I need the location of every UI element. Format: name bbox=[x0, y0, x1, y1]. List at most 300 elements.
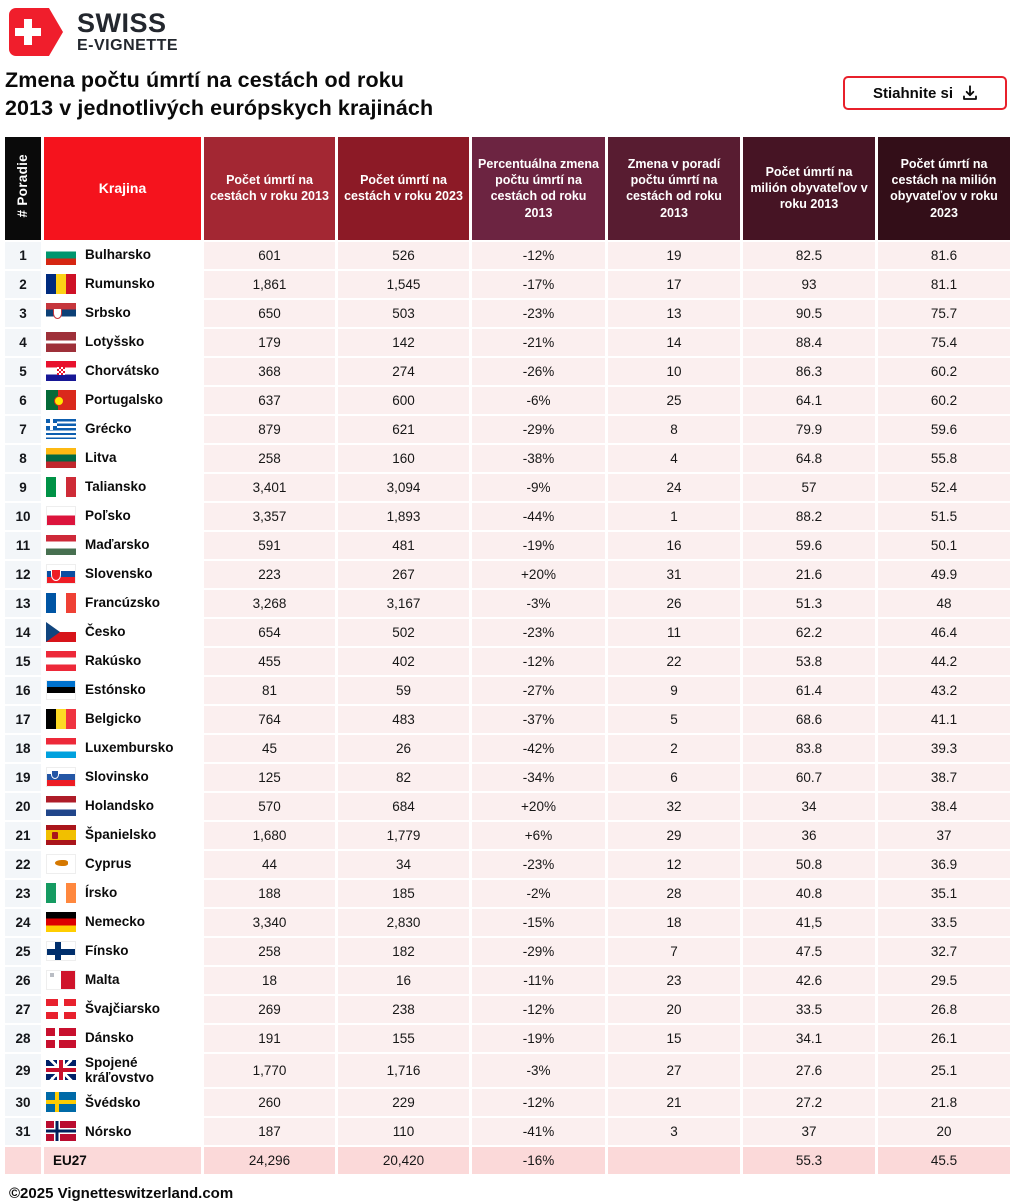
deaths-2013-cell: 187 bbox=[204, 1118, 335, 1145]
deaths-2023-cell: 229 bbox=[338, 1089, 469, 1116]
rank-change-cell: 23 bbox=[608, 967, 740, 994]
deaths-2013-cell: 3,340 bbox=[204, 909, 335, 936]
deaths-table bbox=[2, 135, 1013, 1176]
table-row bbox=[5, 242, 1010, 269]
table-row bbox=[5, 1089, 1010, 1116]
total-per-million-2023-cell: 45.5 bbox=[878, 1147, 1010, 1174]
table-header bbox=[5, 137, 1010, 240]
total-rank-cell bbox=[5, 1147, 41, 1174]
country-cell: Dánsko bbox=[44, 1025, 201, 1052]
deaths-2023-cell: 82 bbox=[338, 764, 469, 791]
per-million-2023-cell: 41.1 bbox=[878, 706, 1010, 733]
per-million-2023-cell: 26.1 bbox=[878, 1025, 1010, 1052]
rank-cell: 13 bbox=[5, 590, 41, 617]
country-cell: Fínsko bbox=[44, 938, 201, 965]
pct-change-cell: -42% bbox=[472, 735, 605, 762]
per-million-2023-cell: 46.4 bbox=[878, 619, 1010, 646]
pct-change-cell: -38% bbox=[472, 445, 605, 472]
page-title-line2: 2013 v jednotlivých európskych krajinách bbox=[5, 96, 434, 121]
rank-cell: 26 bbox=[5, 967, 41, 994]
brand-line1: SWISS bbox=[77, 7, 167, 38]
pct-change-cell: -37% bbox=[472, 706, 605, 733]
download-button-label: Stiahnite si bbox=[872, 84, 953, 102]
rank-change-cell: 32 bbox=[608, 793, 740, 820]
per-million-2023-cell: 50.1 bbox=[878, 532, 1010, 559]
pct-change-cell: -3% bbox=[472, 1054, 605, 1087]
rank-change-cell: 6 bbox=[608, 764, 740, 791]
table-row bbox=[5, 358, 1010, 385]
per-million-2023-cell: 55.8 bbox=[878, 445, 1010, 472]
deaths-2023-cell: 503 bbox=[338, 300, 469, 327]
per-million-2023-cell: 75.4 bbox=[878, 329, 1010, 356]
table-row bbox=[5, 329, 1010, 356]
page-title bbox=[5, 66, 433, 123]
flag-ch-icon bbox=[46, 999, 76, 1019]
page-title-line1: Zmena počtu úmrtí na cestách od roku bbox=[5, 68, 405, 92]
download-icon bbox=[961, 84, 979, 102]
rank-cell: 19 bbox=[5, 764, 41, 791]
table-row bbox=[5, 735, 1010, 762]
flag-rs-icon bbox=[46, 303, 76, 323]
flag-it-icon bbox=[46, 477, 76, 497]
country-cell: Česko bbox=[44, 619, 201, 646]
deaths-2023-cell: 3,094 bbox=[338, 474, 469, 501]
per-million-2023-cell: 48 bbox=[878, 590, 1010, 617]
country-cell: Rakúsko bbox=[44, 648, 201, 675]
brand-line2: E-VIGNETTE bbox=[77, 37, 179, 55]
deaths-2013-cell: 45 bbox=[204, 735, 335, 762]
per-million-2023-cell: 38.7 bbox=[878, 764, 1010, 791]
deaths-2023-cell: 160 bbox=[338, 445, 469, 472]
flag-dk-icon bbox=[46, 1028, 76, 1048]
per-million-2023-cell: 33.5 bbox=[878, 909, 1010, 936]
per-million-2013-cell: 40.8 bbox=[743, 880, 875, 907]
rank-change-cell: 31 bbox=[608, 561, 740, 588]
table-row bbox=[5, 532, 1010, 559]
table-row bbox=[5, 822, 1010, 849]
pct-change-cell: -27% bbox=[472, 677, 605, 704]
table-row bbox=[5, 967, 1010, 994]
deaths-2023-cell: 621 bbox=[338, 416, 469, 443]
download-button[interactable] bbox=[843, 76, 1007, 110]
page-header bbox=[5, 8, 1010, 123]
country-cell: Litva bbox=[44, 445, 201, 472]
country-cell: Slovinsko bbox=[44, 764, 201, 791]
column-header-per-million-2013: Počet úmrtí na milión obyvateľov v roku 2013 bbox=[743, 137, 875, 240]
deaths-2023-cell: 142 bbox=[338, 329, 469, 356]
country-cell: Maďarsko bbox=[44, 532, 201, 559]
deaths-2013-cell: 125 bbox=[204, 764, 335, 791]
per-million-2023-cell: 21.8 bbox=[878, 1089, 1010, 1116]
rank-cell: 23 bbox=[5, 880, 41, 907]
rank-cell: 24 bbox=[5, 909, 41, 936]
deaths-2023-cell: 34 bbox=[338, 851, 469, 878]
country-cell: Taliansko bbox=[44, 474, 201, 501]
deaths-2013-cell: 601 bbox=[204, 242, 335, 269]
per-million-2023-cell: 81.1 bbox=[878, 271, 1010, 298]
table-footer bbox=[5, 1147, 1010, 1174]
flag-nl-icon bbox=[46, 796, 76, 816]
table-row bbox=[5, 590, 1010, 617]
column-header-per-million-2023: Počet úmrtí na cestách na milión obyvateľov v roku 2023 bbox=[878, 137, 1010, 240]
flag-lv-icon bbox=[46, 332, 76, 352]
country-cell: Chorvátsko bbox=[44, 358, 201, 385]
per-million-2013-cell: 57 bbox=[743, 474, 875, 501]
pct-change-cell: -23% bbox=[472, 619, 605, 646]
rank-change-cell: 11 bbox=[608, 619, 740, 646]
rank-cell: 20 bbox=[5, 793, 41, 820]
deaths-2013-cell: 3,357 bbox=[204, 503, 335, 530]
rank-change-cell: 22 bbox=[608, 648, 740, 675]
deaths-2013-cell: 650 bbox=[204, 300, 335, 327]
deaths-2023-cell: 110 bbox=[338, 1118, 469, 1145]
pct-change-cell: -12% bbox=[472, 648, 605, 675]
flag-hu-icon bbox=[46, 535, 76, 555]
deaths-2023-cell: 2,830 bbox=[338, 909, 469, 936]
rank-change-cell: 2 bbox=[608, 735, 740, 762]
deaths-2023-cell: 267 bbox=[338, 561, 469, 588]
per-million-2013-cell: 88.2 bbox=[743, 503, 875, 530]
deaths-2013-cell: 188 bbox=[204, 880, 335, 907]
rank-change-cell: 27 bbox=[608, 1054, 740, 1087]
pct-change-cell: -29% bbox=[472, 938, 605, 965]
rank-cell: 17 bbox=[5, 706, 41, 733]
flag-cy-icon bbox=[46, 854, 76, 874]
rank-change-cell: 25 bbox=[608, 387, 740, 414]
deaths-2013-cell: 764 bbox=[204, 706, 335, 733]
total-deaths-2013-cell: 24,296 bbox=[204, 1147, 335, 1174]
rank-change-cell: 3 bbox=[608, 1118, 740, 1145]
pct-change-cell: -44% bbox=[472, 503, 605, 530]
total-rank-change-cell bbox=[608, 1147, 740, 1174]
country-cell: Francúzsko bbox=[44, 590, 201, 617]
per-million-2023-cell: 29.5 bbox=[878, 967, 1010, 994]
per-million-2013-cell: 60.7 bbox=[743, 764, 875, 791]
country-cell: Belgicko bbox=[44, 706, 201, 733]
pct-change-cell: -41% bbox=[472, 1118, 605, 1145]
per-million-2013-cell: 64.1 bbox=[743, 387, 875, 414]
pct-change-cell: -12% bbox=[472, 1089, 605, 1116]
deaths-2023-cell: 59 bbox=[338, 677, 469, 704]
country-cell: Luxembursko bbox=[44, 735, 201, 762]
rank-change-cell: 1 bbox=[608, 503, 740, 530]
pct-change-cell: +6% bbox=[472, 822, 605, 849]
rank-change-cell: 9 bbox=[608, 677, 740, 704]
country-cell: Malta bbox=[44, 967, 201, 994]
deaths-2013-cell: 260 bbox=[204, 1089, 335, 1116]
rank-cell: 1 bbox=[5, 242, 41, 269]
rank-change-cell: 7 bbox=[608, 938, 740, 965]
per-million-2023-cell: 60.2 bbox=[878, 358, 1010, 385]
deaths-2023-cell: 155 bbox=[338, 1025, 469, 1052]
rank-change-cell: 8 bbox=[608, 416, 740, 443]
country-cell: Poľsko bbox=[44, 503, 201, 530]
table-row bbox=[5, 764, 1010, 791]
pct-change-cell: -3% bbox=[472, 590, 605, 617]
per-million-2023-cell: 37 bbox=[878, 822, 1010, 849]
rank-cell: 6 bbox=[5, 387, 41, 414]
rank-cell: 9 bbox=[5, 474, 41, 501]
per-million-2023-cell: 36.9 bbox=[878, 851, 1010, 878]
deaths-2023-cell: 185 bbox=[338, 880, 469, 907]
deaths-2023-cell: 16 bbox=[338, 967, 469, 994]
per-million-2013-cell: 93 bbox=[743, 271, 875, 298]
per-million-2023-cell: 32.7 bbox=[878, 938, 1010, 965]
rank-change-cell: 5 bbox=[608, 706, 740, 733]
rank-cell: 25 bbox=[5, 938, 41, 965]
flag-bg-icon bbox=[46, 245, 76, 265]
swiss-flag-logo-icon bbox=[9, 8, 63, 56]
table-row bbox=[5, 1118, 1010, 1145]
column-header-deaths-2013: Počet úmrtí na cestách v roku 2013 bbox=[204, 137, 335, 240]
per-million-2013-cell: 62.2 bbox=[743, 619, 875, 646]
flag-ro-icon bbox=[46, 274, 76, 294]
table-row bbox=[5, 706, 1010, 733]
flag-es-icon bbox=[46, 825, 76, 845]
country-cell: Švédsko bbox=[44, 1089, 201, 1116]
rank-cell: 10 bbox=[5, 503, 41, 530]
rank-cell: 28 bbox=[5, 1025, 41, 1052]
country-cell: Grécko bbox=[44, 416, 201, 443]
rank-change-cell: 24 bbox=[608, 474, 740, 501]
country-cell: Slovensko bbox=[44, 561, 201, 588]
table-row bbox=[5, 416, 1010, 443]
rank-cell: 14 bbox=[5, 619, 41, 646]
rank-change-cell: 13 bbox=[608, 300, 740, 327]
total-label-cell: EU27 bbox=[44, 1147, 201, 1174]
brand bbox=[9, 8, 1010, 56]
deaths-2013-cell: 3,268 bbox=[204, 590, 335, 617]
per-million-2023-cell: 49.9 bbox=[878, 561, 1010, 588]
deaths-2013-cell: 654 bbox=[204, 619, 335, 646]
rank-cell: 18 bbox=[5, 735, 41, 762]
rank-change-cell: 4 bbox=[608, 445, 740, 472]
per-million-2013-cell: 27.2 bbox=[743, 1089, 875, 1116]
per-million-2013-cell: 82.5 bbox=[743, 242, 875, 269]
deaths-2013-cell: 368 bbox=[204, 358, 335, 385]
per-million-2013-cell: 42.6 bbox=[743, 967, 875, 994]
per-million-2023-cell: 20 bbox=[878, 1118, 1010, 1145]
rank-change-cell: 15 bbox=[608, 1025, 740, 1052]
deaths-2023-cell: 483 bbox=[338, 706, 469, 733]
per-million-2023-cell: 52.4 bbox=[878, 474, 1010, 501]
flag-pt-icon bbox=[46, 390, 76, 410]
table-row bbox=[5, 445, 1010, 472]
rank-cell: 21 bbox=[5, 822, 41, 849]
deaths-2013-cell: 81 bbox=[204, 677, 335, 704]
column-header-deaths-2023: Počet úmrtí na cestách v roku 2023 bbox=[338, 137, 469, 240]
pct-change-cell: -21% bbox=[472, 329, 605, 356]
deaths-2013-cell: 1,680 bbox=[204, 822, 335, 849]
table-row bbox=[5, 503, 1010, 530]
per-million-2013-cell: 33.5 bbox=[743, 996, 875, 1023]
country-cell: Lotyšsko bbox=[44, 329, 201, 356]
table-row bbox=[5, 648, 1010, 675]
pct-change-cell: -15% bbox=[472, 909, 605, 936]
rank-cell: 5 bbox=[5, 358, 41, 385]
pct-change-cell: +20% bbox=[472, 793, 605, 820]
deaths-2013-cell: 18 bbox=[204, 967, 335, 994]
rank-cell: 30 bbox=[5, 1089, 41, 1116]
country-cell: Španielsko bbox=[44, 822, 201, 849]
table-row bbox=[5, 387, 1010, 414]
title-row bbox=[5, 66, 1008, 123]
per-million-2013-cell: 34 bbox=[743, 793, 875, 820]
pct-change-cell: -9% bbox=[472, 474, 605, 501]
deaths-2023-cell: 600 bbox=[338, 387, 469, 414]
per-million-2023-cell: 38.4 bbox=[878, 793, 1010, 820]
brand-wordmark bbox=[77, 9, 178, 55]
pct-change-cell: -29% bbox=[472, 416, 605, 443]
country-cell: Portugalsko bbox=[44, 387, 201, 414]
flag-se-icon bbox=[46, 1092, 76, 1112]
rank-cell: 3 bbox=[5, 300, 41, 327]
flag-lu-icon bbox=[46, 738, 76, 758]
pct-change-cell: -11% bbox=[472, 967, 605, 994]
country-cell: Bulharsko bbox=[44, 242, 201, 269]
table-row bbox=[5, 1025, 1010, 1052]
flag-hr-icon bbox=[46, 361, 76, 381]
deaths-2013-cell: 269 bbox=[204, 996, 335, 1023]
country-cell: Švajčiarsko bbox=[44, 996, 201, 1023]
pct-change-cell: -19% bbox=[472, 1025, 605, 1052]
flag-mt-icon bbox=[46, 970, 76, 990]
table-row bbox=[5, 677, 1010, 704]
flag-gb-icon bbox=[46, 1060, 76, 1080]
rank-cell: 29 bbox=[5, 1054, 41, 1087]
per-million-2013-cell: 27.6 bbox=[743, 1054, 875, 1087]
column-header-rank: # Poradie bbox=[5, 137, 41, 240]
per-million-2013-cell: 79.9 bbox=[743, 416, 875, 443]
flag-ie-icon bbox=[46, 883, 76, 903]
deaths-2013-cell: 455 bbox=[204, 648, 335, 675]
rank-change-cell: 26 bbox=[608, 590, 740, 617]
table-body bbox=[5, 242, 1010, 1145]
column-header-pct-change: Percentuálna zmena počtu úmrtí na cestách od roku 2013 bbox=[472, 137, 605, 240]
deaths-2013-cell: 879 bbox=[204, 416, 335, 443]
country-cell: Spojené kráľovstvo bbox=[44, 1054, 201, 1087]
flag-fi-icon bbox=[46, 941, 76, 961]
table-row bbox=[5, 851, 1010, 878]
per-million-2013-cell: 86.3 bbox=[743, 358, 875, 385]
rank-cell: 12 bbox=[5, 561, 41, 588]
country-cell: Estónsko bbox=[44, 677, 201, 704]
country-cell: Cyprus bbox=[44, 851, 201, 878]
rank-change-cell: 16 bbox=[608, 532, 740, 559]
deaths-2023-cell: 402 bbox=[338, 648, 469, 675]
flag-lt-icon bbox=[46, 448, 76, 468]
deaths-2013-cell: 258 bbox=[204, 938, 335, 965]
table-row bbox=[5, 474, 1010, 501]
total-per-million-2013-cell: 55.3 bbox=[743, 1147, 875, 1174]
per-million-2023-cell: 35.1 bbox=[878, 880, 1010, 907]
deaths-2023-cell: 182 bbox=[338, 938, 469, 965]
rank-change-cell: 10 bbox=[608, 358, 740, 385]
deaths-2013-cell: 191 bbox=[204, 1025, 335, 1052]
flag-at-icon bbox=[46, 651, 76, 671]
deaths-2013-cell: 179 bbox=[204, 329, 335, 356]
pct-change-cell: -2% bbox=[472, 880, 605, 907]
pct-change-cell: -12% bbox=[472, 996, 605, 1023]
per-million-2013-cell: 68.6 bbox=[743, 706, 875, 733]
deaths-2023-cell: 3,167 bbox=[338, 590, 469, 617]
per-million-2013-cell: 47.5 bbox=[743, 938, 875, 965]
deaths-2013-cell: 1,861 bbox=[204, 271, 335, 298]
rank-cell: 27 bbox=[5, 996, 41, 1023]
per-million-2013-cell: 61.4 bbox=[743, 677, 875, 704]
rank-cell: 22 bbox=[5, 851, 41, 878]
per-million-2013-cell: 41,5 bbox=[743, 909, 875, 936]
table-row bbox=[5, 1054, 1010, 1087]
pct-change-cell: -23% bbox=[472, 851, 605, 878]
deaths-2023-cell: 1,893 bbox=[338, 503, 469, 530]
rank-change-cell: 20 bbox=[608, 996, 740, 1023]
country-cell: Írsko bbox=[44, 880, 201, 907]
rank-change-cell: 19 bbox=[608, 242, 740, 269]
column-header-rank-change: Zmena v poradí počtu úmrtí na cestách od roku 2013 bbox=[608, 137, 740, 240]
flag-no-icon bbox=[46, 1121, 76, 1141]
rank-change-cell: 12 bbox=[608, 851, 740, 878]
pct-change-cell: -12% bbox=[472, 242, 605, 269]
flag-cz-icon bbox=[46, 622, 76, 642]
deaths-2023-cell: 684 bbox=[338, 793, 469, 820]
country-cell: Nórsko bbox=[44, 1118, 201, 1145]
deaths-2023-cell: 481 bbox=[338, 532, 469, 559]
total-pct-change-cell: -16% bbox=[472, 1147, 605, 1174]
deaths-2023-cell: 274 bbox=[338, 358, 469, 385]
rank-change-cell: 28 bbox=[608, 880, 740, 907]
deaths-2023-cell: 526 bbox=[338, 242, 469, 269]
pct-change-cell: -17% bbox=[472, 271, 605, 298]
flag-be-icon bbox=[46, 709, 76, 729]
table-row bbox=[5, 561, 1010, 588]
flag-si-icon bbox=[46, 767, 76, 787]
country-cell: Rumunsko bbox=[44, 271, 201, 298]
per-million-2023-cell: 43.2 bbox=[878, 677, 1010, 704]
country-cell: Srbsko bbox=[44, 300, 201, 327]
per-million-2013-cell: 83.8 bbox=[743, 735, 875, 762]
pct-change-cell: -26% bbox=[472, 358, 605, 385]
table-row bbox=[5, 880, 1010, 907]
pct-change-cell: -23% bbox=[472, 300, 605, 327]
per-million-2023-cell: 81.6 bbox=[878, 242, 1010, 269]
per-million-2023-cell: 59.6 bbox=[878, 416, 1010, 443]
deaths-2013-cell: 1,770 bbox=[204, 1054, 335, 1087]
flag-pl-icon bbox=[46, 506, 76, 526]
per-million-2013-cell: 50.8 bbox=[743, 851, 875, 878]
rank-change-cell: 17 bbox=[608, 271, 740, 298]
deaths-2013-cell: 223 bbox=[204, 561, 335, 588]
table-row bbox=[5, 938, 1010, 965]
per-million-2013-cell: 64.8 bbox=[743, 445, 875, 472]
rank-cell: 11 bbox=[5, 532, 41, 559]
rank-change-cell: 14 bbox=[608, 329, 740, 356]
per-million-2023-cell: 44.2 bbox=[878, 648, 1010, 675]
table-row bbox=[5, 271, 1010, 298]
deaths-2023-cell: 1,716 bbox=[338, 1054, 469, 1087]
pct-change-cell: -34% bbox=[472, 764, 605, 791]
pct-change-cell: -6% bbox=[472, 387, 605, 414]
deaths-2013-cell: 570 bbox=[204, 793, 335, 820]
rank-cell: 31 bbox=[5, 1118, 41, 1145]
flag-fr-icon bbox=[46, 593, 76, 613]
rank-cell: 2 bbox=[5, 271, 41, 298]
per-million-2023-cell: 75.7 bbox=[878, 300, 1010, 327]
per-million-2023-cell: 26.8 bbox=[878, 996, 1010, 1023]
deaths-2023-cell: 502 bbox=[338, 619, 469, 646]
country-cell: Holandsko bbox=[44, 793, 201, 820]
rank-cell: 7 bbox=[5, 416, 41, 443]
